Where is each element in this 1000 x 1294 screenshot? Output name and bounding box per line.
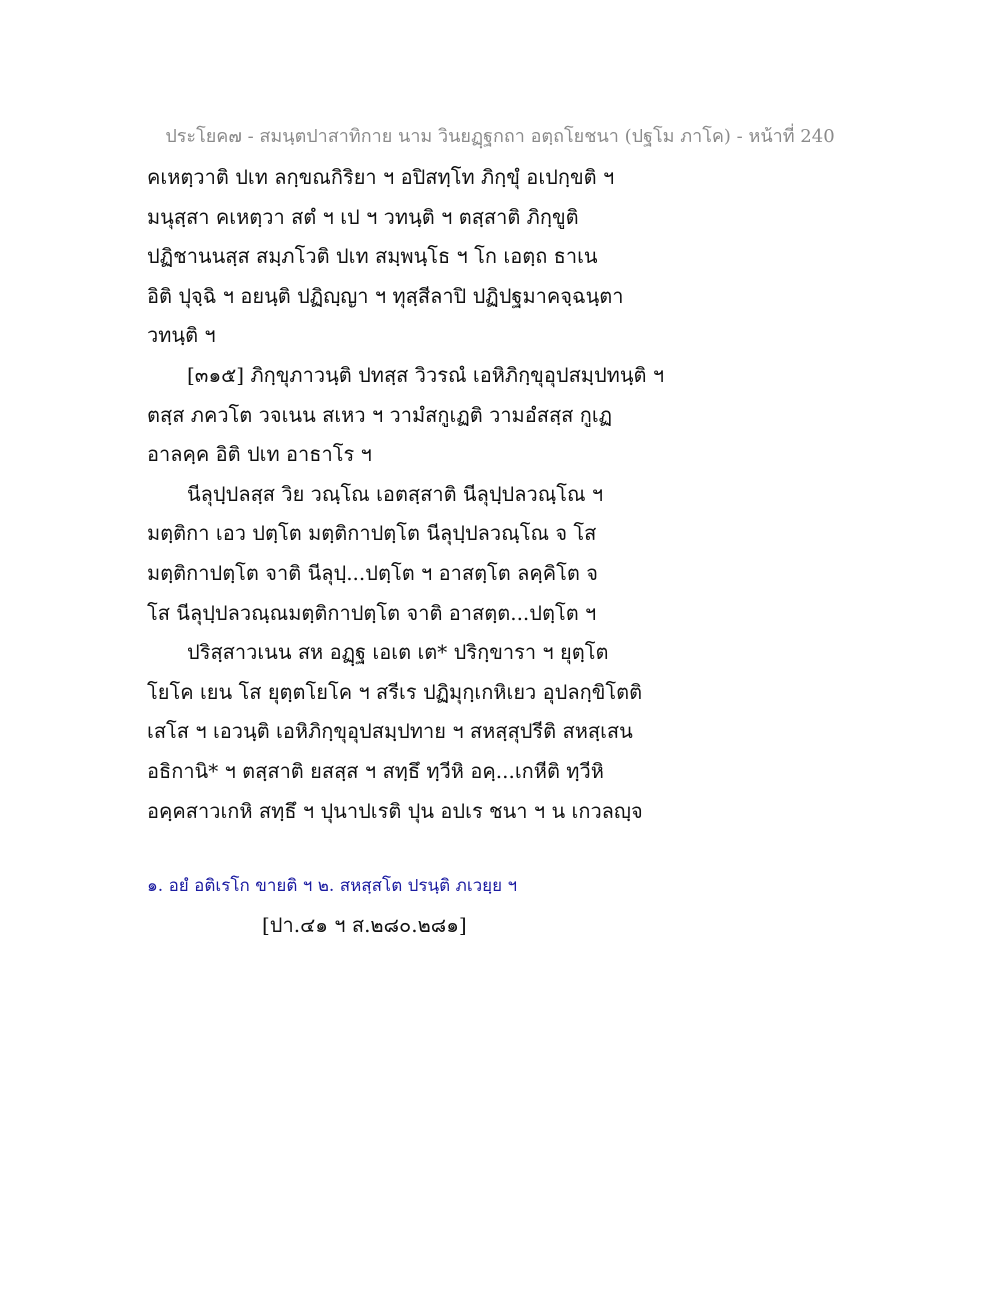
text-line-17: อคฺคสาวเกหิ สทฺธึ ฯ ปุนาปเรติ ปุน อปเร ชนา ฯ น เกวลญฺจ: [147, 798, 643, 823]
page-reference: [ปา.๔๑ ฯ ส.๒๘๐.๒๘๑]: [262, 913, 467, 937]
text-line-3: ปฏิชานนสฺส สมฺภโวติ ปเท สมฺพนฺโธ ฯ โก เอตฺถ ธาเน: [147, 244, 598, 269]
text-line-16: อธิกานิ* ฯ ตสฺสาติ ยสสฺส ฯ สทฺธึ ทฺวีหิ อคฺ...เกหีติ ทฺวีหิ: [147, 758, 604, 783]
footnotes: ๑. อยํ อติเรโก ขายติ ฯ ๒. สหสฺสโต ปรนฺติ ภเวยฺย ฯ: [147, 876, 518, 896]
running-header: ประโยค๗ - สมนฺตปาสาทิกาย นาม วินยฏฺฐกถา อตฺถโยชนา (ปฐโม ภาโค) - หน้าที่ 240: [165, 126, 835, 147]
text-line-12: โส นีลุปฺปลวณฺณมตฺติกาปตฺโต จาติ อาสตฺต...ปตฺโต ฯ: [147, 600, 597, 625]
main-text: [147, 158, 847, 831]
text-line-4: อิติ ปุจฺฉิ ฯ อยนฺติ ปฏิญฺญา ฯ ทุสฺสีลาปิ ปฏิปฐมาคจฺฉนฺตา: [147, 283, 624, 308]
text-line-5: วทนฺติ ฯ: [147, 323, 216, 348]
text-line-6: [๓๑๕] ภิกฺขุภาวนฺติ ปทสฺส วิวรณํ เอหิภิกฺขุอุปสมฺปทนฺติ ฯ: [187, 362, 665, 387]
text-line-11: มตฺติกาปตฺโต จาติ นีลุปฺ...ปตฺโต ฯ อาสตฺโต ลคฺคิโต จ: [147, 560, 598, 585]
text-line-2: มนุสฺสา คเหตฺวา สตํ ฯ เป ฯ วทนฺติ ฯ ตสฺสาติ ภิกฺขูติ: [147, 204, 579, 229]
text-line-1: คเหตฺวาติ ปเท ลกฺขณกิริยา ฯ อปิสทฺโท ภิกฺขุํ อเปกฺขติ ฯ: [147, 165, 615, 189]
text-line-14: โยโค เยน โส ยุตฺตโยโค ฯ สรีเร ปฏิมุกฺเกหิเยว อุปลกฺขิโตติ: [147, 679, 643, 704]
text-line-15: เสโส ฯ เอวนฺติ เอหิภิกฺขุอุปสมฺปทาย ฯ สหสฺสุปรีติ สหสฺเสน: [147, 719, 633, 744]
text-line-9: นีลุปฺปลสฺส วิย วณฺโณ เอตสฺสาติ นีลุปฺปลวณฺโณ ฯ: [187, 481, 604, 506]
text-line-7: ตสฺส ภควโต วจเนน สเหว ฯ วามํสกูเฏติ วามอํสสฺส กูเฏ: [147, 402, 613, 427]
text-line-10: มตฺติกา เอว ปตฺโต มตฺติกาปตฺโต นีลุปฺปลวณฺโณ จ โส: [147, 521, 597, 546]
text-line-8: อาลคฺค อิติ ปเท อาธาโร ฯ: [147, 442, 372, 467]
text-line-13: ปริสฺสาวเนน สห อฏฺฐ เอเต เต* ปริกฺขารา ฯ ยุตฺโต: [187, 640, 609, 665]
